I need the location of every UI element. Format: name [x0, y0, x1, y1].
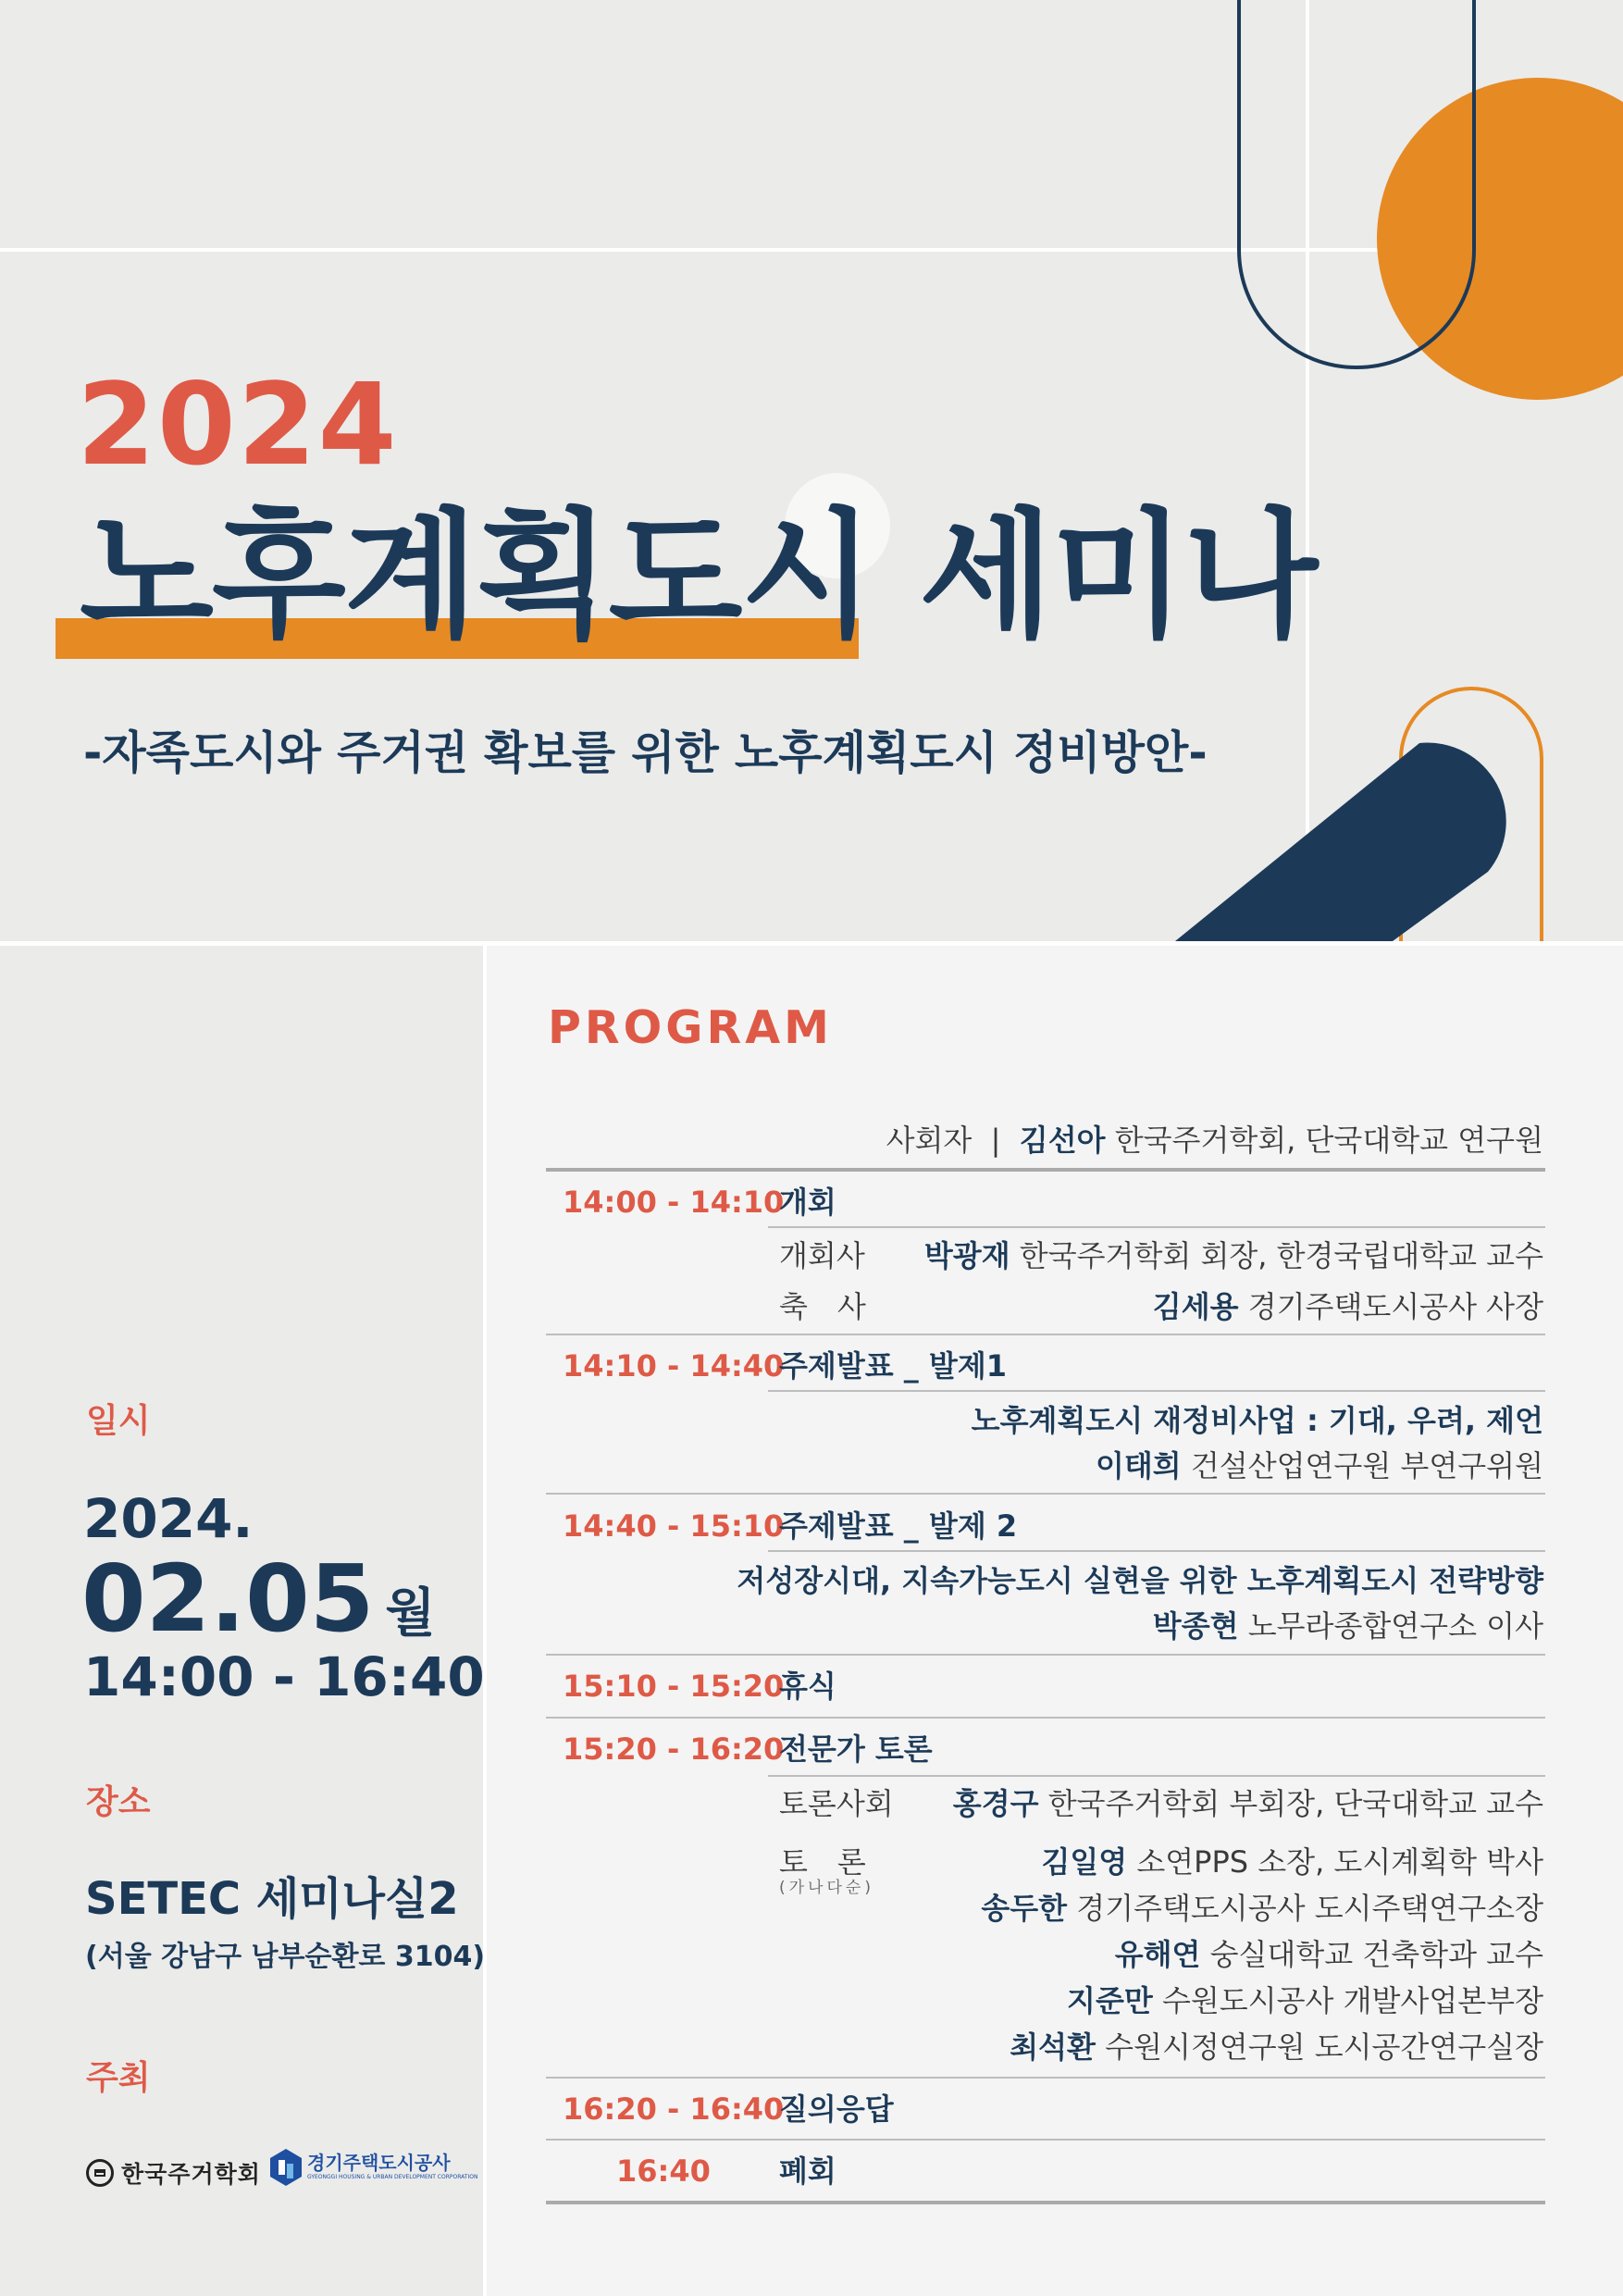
program-title: PROGRAM — [548, 1001, 833, 1054]
date-weekday: 월 — [385, 1583, 436, 1644]
session5-time: 15:20 - 16:20 — [563, 1731, 785, 1767]
session5-moderator — [952, 1786, 1543, 1821]
speaker-affil: 경기주택도시공사 사장 — [1247, 1289, 1543, 1324]
session1-sub-rule — [768, 1226, 1545, 1228]
gh-logo-icon — [270, 2149, 302, 2186]
program-top-rule — [546, 1168, 1545, 1172]
host2-english: GYEONGGI HOUSING & URBAN DEVELOPMENT CORPORATION — [307, 2174, 478, 2181]
date-label: 일시 — [86, 1402, 151, 1440]
session2-sub-rule — [768, 1390, 1545, 1392]
session3-topic: 저성장시대, 지속가능도시 실현을 위한 노후계획도시 전략방향 — [737, 1563, 1543, 1598]
moderator-name: 김선아 — [1019, 1123, 1106, 1158]
moderator-label: 사회자 — [886, 1123, 973, 1158]
date-month-day — [81, 1545, 436, 1653]
row-rule — [546, 1493, 1545, 1495]
panelist-4 — [1067, 1983, 1543, 2018]
session3-time: 14:40 - 15:10 — [563, 1508, 785, 1544]
session4-time: 15:10 - 15:20 — [563, 1669, 785, 1704]
speaker-name: 최석환 — [1010, 2029, 1096, 2065]
speaker-affil: 한국주거학회 부회장, 단국대학교 교수 — [1047, 1786, 1543, 1821]
session2-time: 14:10 - 14:40 — [563, 1348, 785, 1384]
session5-sub-rule — [768, 1775, 1545, 1777]
session3-sub-rule — [768, 1550, 1545, 1552]
venue-name: SETEC 세미나실2 — [85, 1873, 459, 1925]
session3-title: 주제발표 _ 발제 2 — [779, 1508, 1018, 1544]
moderator-separator: | — [990, 1123, 1001, 1158]
panelist-3 — [1114, 1937, 1543, 1972]
session5-panel-role: 토 론 — [779, 1844, 866, 1880]
date-year: 2024. — [83, 1487, 254, 1550]
session7-title: 폐회 — [779, 2153, 836, 2189]
row-rule — [546, 1334, 1545, 1335]
speaker-affil: 건설산업연구원 부연구위원 — [1190, 1448, 1543, 1483]
session4-title: 휴식 — [779, 1669, 836, 1704]
date-time: 14:00 - 16:40 — [83, 1645, 485, 1708]
session1-time: 14:00 - 14:10 — [563, 1185, 785, 1220]
session1-speaker1 — [923, 1238, 1543, 1273]
host-logo-gh — [270, 2149, 477, 2186]
session5-title: 전문가 토론 — [779, 1731, 933, 1767]
host-logo-kha — [86, 2156, 261, 2190]
speaker-affil: 한국주거학회 회장, 한경국립대학교 교수 — [1019, 1238, 1543, 1273]
host1-name: 한국주거학회 — [121, 2161, 261, 2188]
session3-speaker — [1152, 1608, 1543, 1644]
speaker-name: 박광재 — [923, 1238, 1010, 1273]
venue-label: 장소 — [86, 1783, 151, 1821]
speaker-affil: 소연PPS 소장, 도시계획학 박사 — [1136, 1844, 1543, 1880]
row-rule — [546, 2077, 1545, 2079]
venue-address: (서울 강남구 남부순환로 3104) — [85, 1941, 486, 1973]
host2-name: 경기주택도시공사 — [307, 2152, 451, 2175]
session6-time: 16:20 - 16:40 — [563, 2091, 785, 2127]
speaker-name: 이태희 — [1095, 1448, 1182, 1483]
event-year: 2024 — [77, 359, 399, 490]
row-rule — [546, 1654, 1545, 1656]
session1-speaker2 — [1152, 1289, 1543, 1324]
row-rule — [546, 1717, 1545, 1719]
session2-topic: 노후계획도시 재정비사업 : 기대, 우려, 제언 — [971, 1403, 1543, 1438]
session5-panel-note: (가나다순) — [779, 1879, 874, 1897]
speaker-name: 유해연 — [1114, 1937, 1201, 1972]
speaker-affil: 노무라종합연구소 이사 — [1247, 1608, 1543, 1644]
kha-seal-icon — [86, 2159, 114, 2187]
speaker-affil: 경기주택도시공사 도시주택연구소장 — [1076, 1891, 1543, 1926]
row-rule — [546, 2139, 1545, 2141]
speaker-name: 박종현 — [1152, 1608, 1239, 1644]
panelist-5 — [1010, 2029, 1543, 2065]
hero-section — [0, 0, 1623, 941]
moderator-line — [886, 1123, 1543, 1158]
moderator-affil: 한국주거학회, 단국대학교 연구원 — [1114, 1123, 1543, 1158]
session2-title: 주제발표 _ 발제1 — [779, 1348, 1008, 1384]
event-subtitle: -자족도시와 주거권 확보를 위한 노후계획도시 정비방안- — [83, 726, 1208, 779]
panelist-2 — [981, 1891, 1543, 1926]
speaker-name: 김일영 — [1041, 1844, 1128, 1880]
speaker-name: 홍경구 — [952, 1786, 1039, 1821]
speaker-name: 송두한 — [981, 1891, 1068, 1926]
date-md-value: 02.05 — [81, 1545, 375, 1653]
speaker-affil: 수원시정연구원 도시공간연구실장 — [1105, 2029, 1543, 2065]
grid-line-vertical-right — [1306, 0, 1309, 941]
session1-title: 개회 — [779, 1185, 836, 1220]
speaker-affil: 숭실대학교 건축학과 교수 — [1209, 1937, 1543, 1972]
session1-role1: 개회사 — [779, 1238, 865, 1273]
session7-time: 16:40 — [616, 2153, 711, 2189]
program-bottom-rule — [546, 2201, 1545, 2204]
session2-speaker — [1095, 1448, 1543, 1483]
session1-role2: 축 사 — [779, 1289, 866, 1324]
host-label: 주최 — [86, 2059, 151, 2097]
speaker-affil: 수원도시공사 개발사업본부장 — [1161, 1983, 1543, 2018]
event-title: 노후계획도시 세미나 — [80, 496, 1317, 657]
session6-title: 질의응답 — [779, 2091, 894, 2127]
panelist-1 — [1041, 1844, 1543, 1880]
navy-diagonal-shape — [1175, 743, 1506, 941]
session5-mod-role: 토론사회 — [779, 1786, 894, 1821]
speaker-name: 김세용 — [1152, 1289, 1239, 1324]
speaker-name: 지준만 — [1067, 1983, 1153, 2018]
